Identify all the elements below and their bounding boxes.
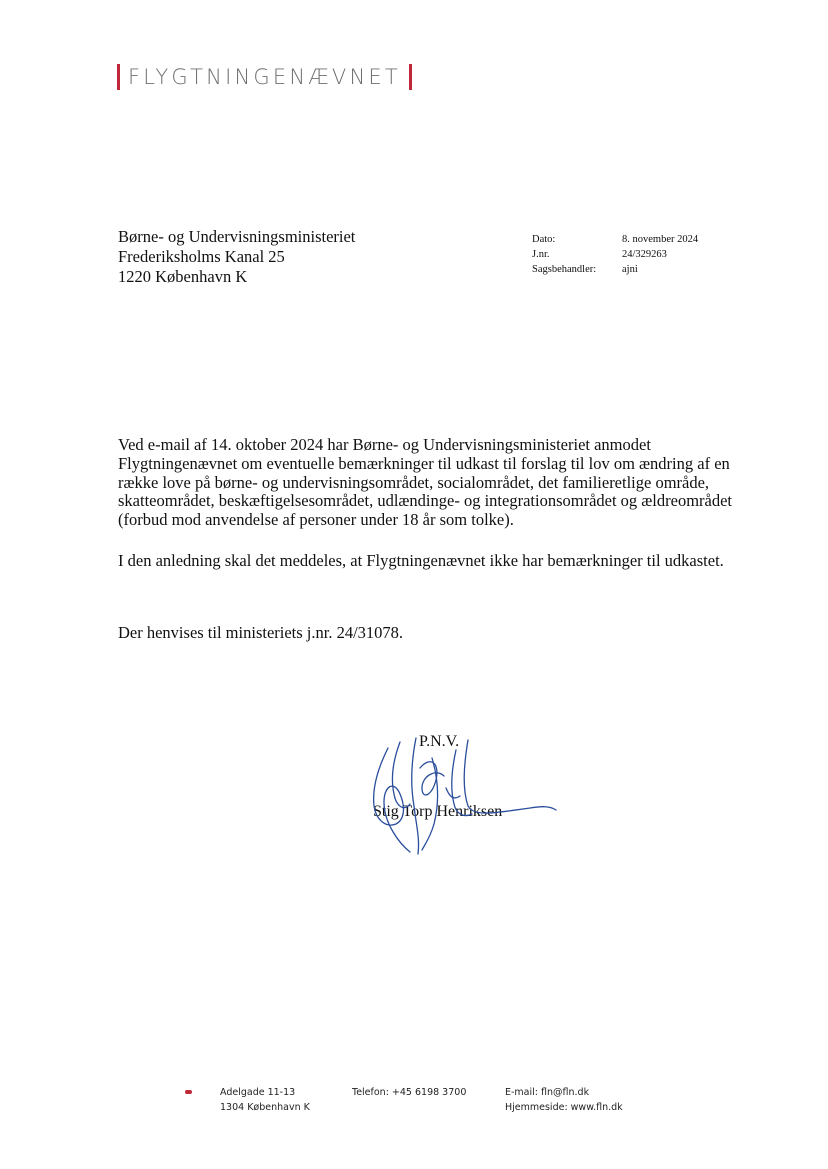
body-paragraph-2 — [118, 552, 758, 571]
logo-bar-right — [409, 64, 412, 90]
meta-key: J.nr. — [532, 249, 550, 260]
body-line: I den anledning skal det meddeles, at Flygtningenævnet ikke har bemærkninger til udkastet. — [118, 551, 724, 570]
body-paragraph-1 — [118, 436, 758, 530]
footer-line: Adelgade 11-13 — [220, 1087, 296, 1098]
logo — [117, 62, 412, 92]
recipient-line: Børne- og Undervisningsministeriet — [118, 227, 356, 246]
signer-name: Stig Torp Henriksen — [373, 803, 503, 820]
body-line: Flygtningenævnet om eventuelle bemærkninger til udkast til forslag til lov om ændring af en — [118, 453, 730, 473]
logo-name: FLYGTNINGENÆVNET — [128, 65, 401, 89]
meta-value: ajni — [622, 264, 638, 275]
body-line: Der henvises til ministeriets j.nr. 24/31078. — [118, 623, 404, 642]
footer-line: Telefon: +45 6198 3700 — [352, 1087, 467, 1098]
footer-bullet — [185, 1090, 192, 1094]
meta-value: 24/329263 — [622, 249, 667, 260]
footer-contact — [505, 1085, 623, 1115]
footer-address — [220, 1085, 310, 1115]
handwritten-signature — [360, 728, 560, 858]
meta-row-jnr — [532, 247, 698, 262]
meta-value: 8. november 2024 — [622, 234, 699, 245]
body-line: Ved e-mail af 14. oktober 2024 har Børne- og Undervisningsministeriet anmodet — [118, 435, 651, 454]
recipient-address — [118, 227, 355, 287]
meta-row-handler — [532, 262, 698, 277]
footer-line: 1304 København K — [220, 1102, 310, 1113]
recipient-line: Frederiksholms Kanal 25 — [118, 247, 285, 266]
logo-bar-left — [117, 64, 120, 90]
body-line: (forbud mod anvendelse af personer under 18 år som tolke). — [118, 510, 514, 530]
body-line: skatteområdet, beskæftigelsesområdet, udlændinge- og integrationsområdet og ældreområdet — [118, 491, 733, 511]
recipient-line: 1220 København K — [118, 267, 248, 286]
footer-website[interactable]: Hjemmeside: www.fln.dk — [505, 1102, 623, 1113]
body-paragraph-3 — [118, 624, 758, 643]
meta-row-date — [532, 232, 698, 247]
pnv-label: P.N.V. — [419, 733, 460, 750]
meta-key: Dato: — [532, 234, 556, 245]
letter-meta — [532, 232, 698, 277]
body-line: række love på børne- og undervisningsområdet, socialområdet, det familieretlige område, — [118, 472, 710, 492]
footer-phone — [352, 1085, 466, 1100]
meta-key: Sagsbehandler: — [532, 264, 597, 275]
footer-email[interactable]: E-mail: fln@fln.dk — [505, 1087, 590, 1098]
